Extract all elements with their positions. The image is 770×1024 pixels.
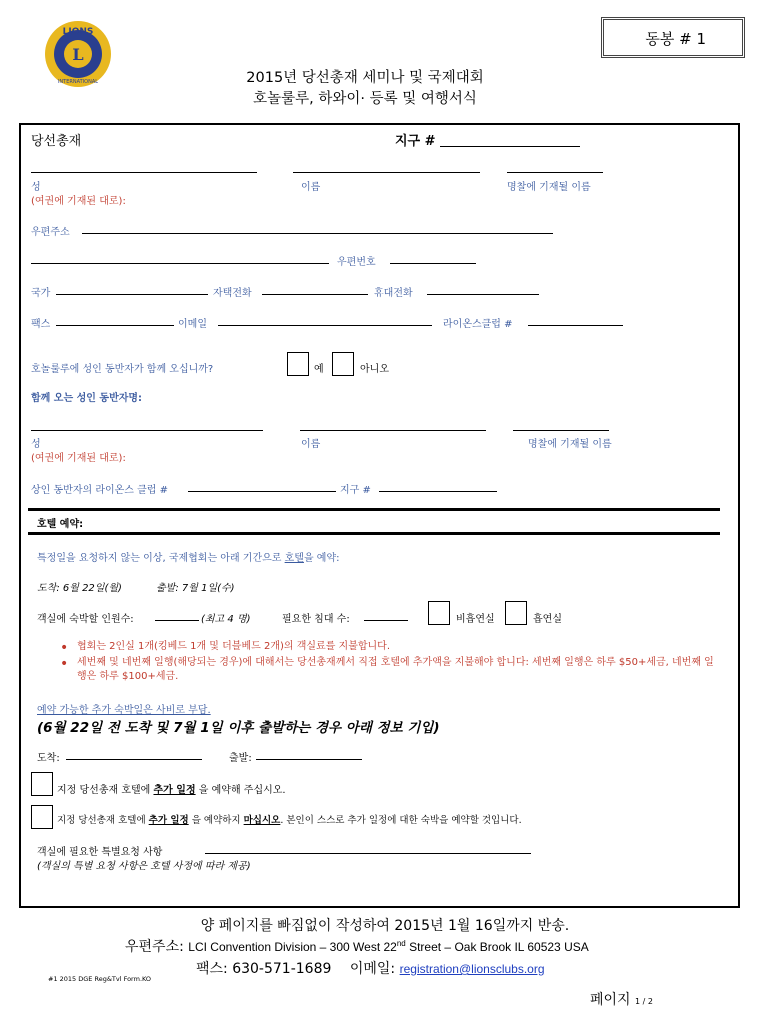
no-extra-nights-label: 지정 당선총재 호텔에 추가 일정 을 예약하지 마십시오. 본인이 스스로 추가 일정에 대한 숙박을 예약할 것입니다. [57, 815, 522, 826]
hotel-intro: 특정일을 요청하지 않는 이상, 국제협회는 아래 기간으로 호텔을 예약: [37, 553, 340, 564]
extra-info-heading: (6월 22일 전 도착 및 7월 1일 이후 출발하는 경우 아래 정보 기입) [37, 720, 440, 736]
non-smoking-checkbox[interactable] [428, 601, 450, 625]
extra-departure-field[interactable] [256, 759, 362, 760]
companion-question: 호놀룰루에 성인 동반자가 함께 오십니까? [31, 364, 214, 375]
companion-surname-label: 성 [31, 439, 41, 450]
dg-label: 당선총재 [31, 134, 82, 149]
postal-address: 우편주소: LCI Convention Division – 300 West 22nd Street – Oak Brook IL 60523 USA [125, 939, 589, 955]
home-phone-label: 자택전화 [213, 288, 252, 299]
companion-district-label: 지구 # [340, 485, 371, 496]
extra-arrival-field[interactable] [66, 759, 202, 760]
smoking-label: 흡연실 [533, 614, 562, 625]
companion-yes-label: 예 [314, 364, 324, 375]
lions-club-label: 라이온스클럽 # [443, 319, 513, 330]
mail-address-label: 우편주소 [31, 227, 70, 238]
email-label: 이메일 [178, 319, 207, 330]
mail-address-field-2[interactable] [31, 263, 329, 264]
fax-field[interactable] [56, 325, 174, 326]
email-link[interactable]: registration@lionsclubs.org [399, 962, 545, 976]
extra-arrival-label: 도착: [37, 753, 60, 764]
surname-field[interactable] [31, 172, 257, 173]
country-field[interactable] [56, 294, 208, 295]
special-request-note: (객실의 특별 요청 사항은 호텔 사정에 따라 제공) [37, 861, 251, 872]
companion-given-name-field[interactable] [300, 430, 486, 431]
mobile-label: 휴대전화 [374, 288, 413, 299]
non-smoking-label: 비흡연실 [456, 614, 495, 625]
lions-club-field[interactable] [528, 325, 623, 326]
title-line-2: 호놀룰루, 하와이· 등록 및 여행서식 [253, 91, 477, 107]
postal-code-field[interactable] [390, 263, 476, 264]
fax-number: 팩스: 630-571-1689 [196, 961, 332, 977]
mobile-field[interactable] [427, 294, 539, 295]
return-instructions: 양 페이지를 빠짐없이 작성하여 2015년 1월 16일까지 반송. [200, 918, 570, 934]
companion-badge-name-field[interactable] [513, 430, 609, 431]
home-phone-field[interactable] [262, 294, 368, 295]
hotel-notes [55, 640, 720, 686]
occupants-max: (최고 4 명) [201, 614, 251, 625]
country-label: 국가 [31, 288, 51, 299]
logo-text-top: LIONS [62, 27, 94, 37]
passport-note: (여권에 기재된 대로): [31, 196, 126, 207]
mail-address-field[interactable] [82, 233, 553, 234]
companion-club-label: 상인 동반자의 라이온스 클럽 # [31, 485, 169, 496]
book-extra-nights-label: 지정 당선총재 호텔에 추가 일정 을 예약해 주십시오. [57, 785, 286, 796]
email-field[interactable] [218, 325, 432, 326]
default-departure: 출발: 7월 1일(수) [156, 583, 235, 594]
beds-field[interactable] [364, 620, 408, 621]
district-field[interactable] [440, 146, 580, 147]
companion-given-name-label: 이름 [301, 439, 321, 450]
enclosure-box [601, 17, 745, 58]
given-name-label: 이름 [301, 182, 321, 193]
doc-id: #1 2015 DGE Reg&Tvl Form.KO [48, 975, 152, 983]
occupants-label: 객실에 숙박할 인원수: [37, 614, 134, 625]
hotel-bar-top [28, 508, 720, 511]
title-line-1: 2015년 당선총재 세미나 및 국제대회 [246, 70, 484, 86]
postal-code-label: 우편번호 [337, 257, 376, 268]
hotel-header: 호텔 예약: [37, 519, 84, 530]
companion-no-checkbox[interactable] [332, 352, 354, 376]
badge-name-field[interactable] [507, 172, 603, 173]
badge-name-label: 명찰에 기재될 이름 [507, 182, 591, 193]
hotel-bar-bottom [28, 532, 720, 535]
companion-yes-checkbox[interactable] [287, 352, 309, 376]
district-label: 지구 # [395, 134, 436, 149]
logo-letter: L [72, 45, 84, 64]
given-name-field[interactable] [293, 172, 480, 173]
occupants-field[interactable] [155, 620, 199, 621]
default-arrival: 도착: 6월 22일(월) [37, 583, 122, 594]
book-extra-nights-checkbox[interactable] [31, 772, 53, 796]
smoking-checkbox[interactable] [505, 601, 527, 625]
logo-text-bottom: INTERNATIONAL [57, 79, 99, 85]
contact-line: 팩스: 630-571-1689 이메일: registration@lionsclubs.org [196, 961, 545, 977]
companion-name-label: 함께 오는 성인 동반자명: [31, 393, 143, 404]
surname-label: 성 [31, 182, 41, 193]
companion-club-field[interactable] [188, 491, 336, 492]
companion-surname-field[interactable] [31, 430, 263, 431]
enclosure-label: 동봉 # 1 [645, 30, 706, 48]
hotel-note-2: • 세번째 및 네번째 일행(해당되는 경우)에 대해서는 당선총재께서 직접 호텔에 추가액을 지불해야 합니다: 세번째 일행은 하루 $50+세금, 네번째 일행은 하루 $100+세금. [55, 656, 720, 684]
no-extra-nights-checkbox[interactable] [31, 805, 53, 829]
companion-passport-note: (여권에 기재된 대로): [31, 453, 126, 464]
special-request-field[interactable] [205, 853, 531, 854]
fax-label: 팩스 [31, 319, 51, 330]
companion-district-field[interactable] [379, 491, 497, 492]
beds-label: 필요한 침대 수: [282, 614, 350, 625]
page-number: 페이지 1 / 2 [590, 992, 653, 1008]
special-request-label: 객실에 필요한 특별요청 사항 [37, 847, 163, 858]
hotel-note-1: • 협회는 2인실 1개(킹베드 1개 및 더블베드 2개)의 객실료를 지불합니다. [55, 640, 720, 654]
extra-nights-note: 예약 가능한 추가 숙박일은 사비로 부담. [37, 705, 211, 716]
companion-badge-name-label: 명찰에 기재될 이름 [528, 439, 612, 450]
extra-departure-label: 출발: [229, 753, 252, 764]
companion-no-label: 아니오 [360, 364, 389, 375]
